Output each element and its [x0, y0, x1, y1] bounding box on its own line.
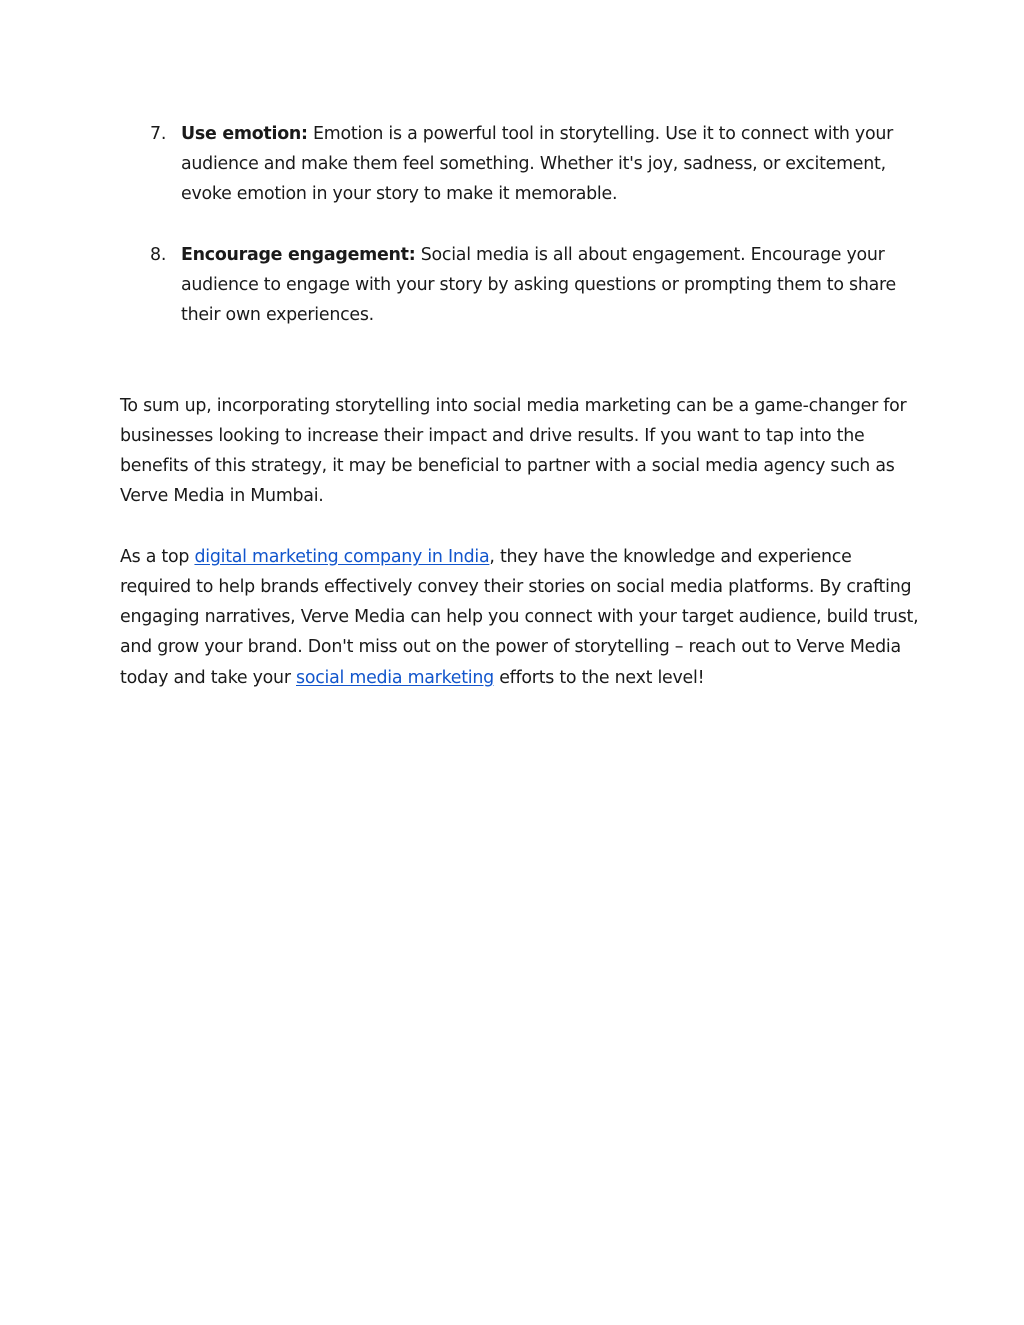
list-item-text: Emotion is a powerful tool in storytelling. Use it to connect with your audience and make them feel something. Whether it's joy, sadness, or excitement, evoke emotion in your story to make it memorable. [181, 124, 894, 205]
list-item-title: Encourage engagement: [181, 244, 416, 265]
list-item-number: 7. [150, 124, 167, 144]
list-item-encourage-engagement [120, 240, 920, 331]
list-item-text: Social media is all about engagement. Encourage your audience to engage with your story by asking questions or prompting them to share their own experiences. [181, 244, 896, 326]
list-item-use-emotion [120, 119, 920, 210]
tips-list [120, 119, 920, 330]
closing-paragraph [120, 542, 920, 693]
document-body [120, 119, 920, 693]
closing-text-middle: , they have the knowledge and experience required to help brands effectively convey their stories on social media platforms. By crafting engaging narratives, Verve Media can help you connect with your target audience, build trust, and grow your brand. Don't miss out on the power of storytelling – reach out to Verve Media today and take your [120, 546, 919, 688]
social-media-marketing-link[interactable]: social media marketing [296, 667, 494, 688]
closing-text-start: As a top [120, 546, 195, 567]
digital-marketing-company-link[interactable]: digital marketing company in India [194, 546, 490, 567]
list-item-title: Use emotion: [181, 124, 308, 144]
closing-text-end: efforts to the next level! [493, 667, 705, 688]
list-item-number: 8. [150, 244, 167, 265]
summary-paragraph: To sum up, incorporating storytelling into social media marketing can be a game-changer for businesses looking to increase their impact and drive results. If you want to tap into the benefits of this strategy, it may be beneficial to partner with a social media agency such as Verve Media in Mumbai. [120, 395, 907, 507]
